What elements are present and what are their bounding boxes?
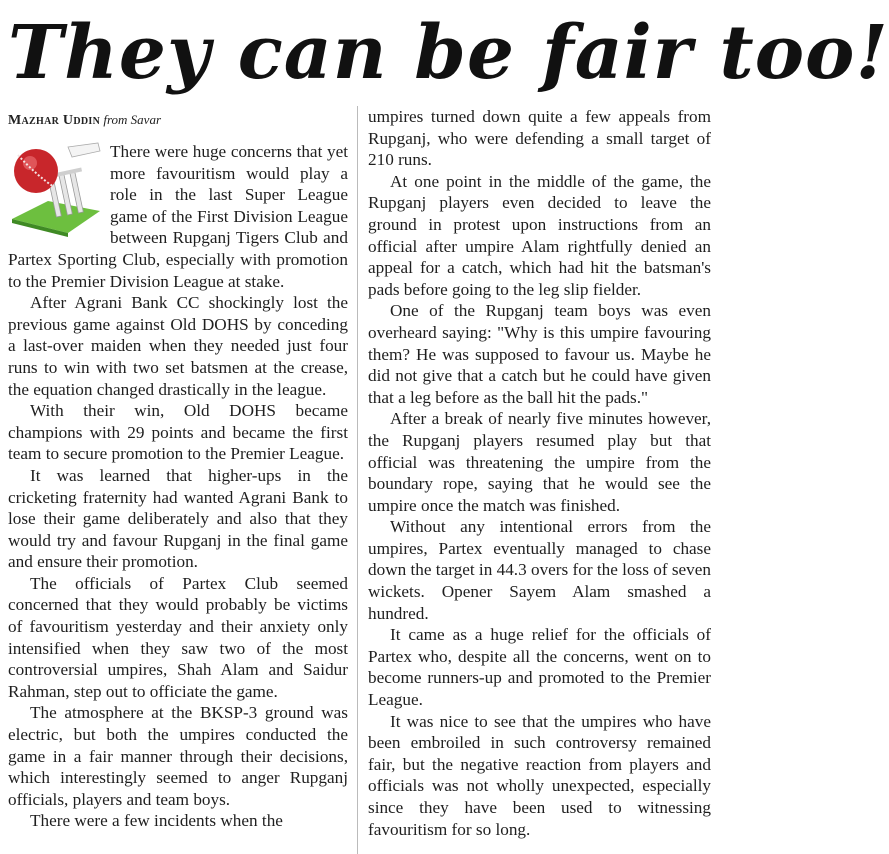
paragraph: After a break of nearly five minutes however, the Rupganj players resumed play but that official was threatening the umpire from the boundary rope, saying that he would see the umpire once the match was finished. bbox=[368, 409, 711, 515]
paragraph: It was learned that higher-ups in the cricketing fraternity had wanted Agrani Bank to lose their game deliberately and also that they would try and favour Rupganj in the final game and ensure their promotion. bbox=[8, 465, 348, 572]
cricket-ball-and-wicket-icon bbox=[8, 141, 104, 237]
paragraph: After Agrani Bank CC shockingly lost the previous game against Old DOHS by conceding a last-over maiden when they needed just four runs to win with two set batsmen at the crease, the equation changed drastically in the league. bbox=[8, 293, 348, 399]
paragraph: There were a few incidents when the bbox=[30, 811, 283, 831]
paragraph: At one point in the middle of the game, the Rupganj players even decided to leave the ground in protest upon instructions from an official after umpire Alam rightfully denied an appeal for a catch, which had hit the batsman's pads before going to the leg slip fielder. bbox=[368, 171, 711, 299]
paragraph: It came as a huge relief for the officials of Partex who, despite all the concerns, went on to become runners-up and promoted to the Premier League. bbox=[368, 625, 711, 710]
column-divider bbox=[357, 106, 358, 854]
paragraph: umpires turned down quite a few appeals from Rupganj, who were defending a small target of 210 runs. bbox=[368, 107, 711, 170]
headline: They can be fair too! bbox=[8, 10, 889, 96]
paragraph: One of the Rupganj team boys was even overheard saying: "Why is this umpire favouring them? He was supposed to favour us. Maybe he did not give that a catch but he could have given that a leg before as the ball hit the pads." bbox=[368, 301, 711, 407]
article-column-left bbox=[8, 106, 348, 832]
byline bbox=[8, 112, 348, 129]
paragraph: It was nice to see that the umpires who have been embroiled in such controversy remained fair, but the negative reaction from players and officials was not wholly unexpected, especially since they have been used to witnessing favouritism for so long. bbox=[368, 711, 711, 839]
paragraph: With their win, Old DOHS became champions with 29 points and became the first team to secure promotion to the Premier League. bbox=[8, 401, 348, 464]
paragraph: The atmosphere at the BKSP-3 ground was electric, but both the umpires conducted the game in a fair manner through their decisions, which interestingly seemed to anger Rupganj officials, players and team boys. bbox=[8, 703, 348, 809]
byline-location: from Savar bbox=[103, 112, 162, 127]
byline-author: Mazhar Uddin bbox=[8, 113, 101, 128]
paragraph: There were huge concerns that yet more favouritism would play a role in the last Super League game of the First Division League between Rupganj Tigers Club and Partex Sporting Club, especially with promotion to the Premier Division League at stake. bbox=[8, 142, 348, 291]
paragraph: Without any intentional errors from the umpires, Partex eventually managed to chase down the target in 44.3 overs for the loss of seven wickets. Opener Sayem Alam smashed a hundred. bbox=[368, 517, 711, 623]
article-column-right bbox=[368, 106, 711, 840]
paragraph: The officials of Partex Club seemed concerned that they would probably be victims of favouritism yesterday and their anxiety only intensified when they saw two of the most controversial umpires, Shah Alam and Saidur Rahman, step out to officiate the game. bbox=[8, 573, 348, 701]
